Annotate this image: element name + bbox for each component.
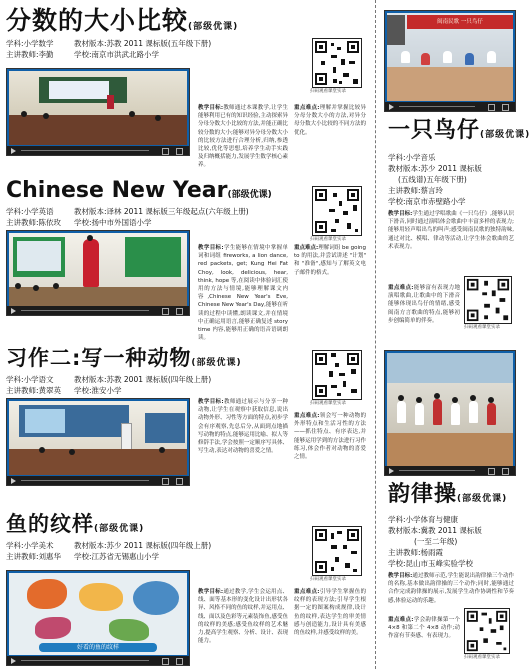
objectives-paragraph: 教学目标:学生能够在情境中掌握单词和词组 fireworks, a lion dance, red packets, get; Kung Hei Fat Choy, look, delicious, hear, think, hope 等,在阅读中体验词汇使用的方法与情境,能够理解课文内容,Chinese New Year's Eve, Chinese New Year's Day,能够在听读的过程中读懂,朗读课文,并在情境中正确运用语言,能够正确复述 story time 内容,能够用正确的语音语调朗读。 xyxy=(198,245,288,342)
student-head xyxy=(159,447,165,453)
subject-label: 学科:小学体育与健康 xyxy=(388,515,459,524)
classroom-video[interactable] xyxy=(384,10,516,112)
teacher-head xyxy=(434,393,440,399)
subject-label: 学科:小学数学 xyxy=(6,39,54,48)
article-title: 分数的大小比较(部级优课) xyxy=(6,6,239,35)
student-head xyxy=(416,397,422,403)
article-title: Chinese New Year(部级优课) xyxy=(6,178,272,203)
subject-label: 学科:小学音乐 xyxy=(388,153,436,162)
objectives-paragraph: 教学目标:教师通过本课教学,让学生能够利用已有的知识经验,主动探索异分母分数大小比较的方法,并能正确比较分数的大小;能够对异分母分数大小的比较方法进行合理分析,归纳,参透比较,优化等思想,培养学生动手实践及归纳概括能力,发展学生数学核心素养。 xyxy=(198,105,289,169)
school-label: 学校:南京市洪武北路小学 xyxy=(74,50,160,59)
side-screen xyxy=(145,413,185,443)
award-tag: (部级优课) xyxy=(457,494,508,504)
classroom-video[interactable] xyxy=(6,570,190,666)
teacher-label: 主讲教师:刘惠华 xyxy=(6,552,62,561)
student-head xyxy=(155,115,161,121)
qr-code[interactable] xyxy=(312,526,362,576)
key-points-paragraph: 重点难点:能够富有表现力地演唱歌曲,让歌曲中的下滑音能够体现出鸟仔的情绪,感受闽南方言歌曲的特点,能够初步创编简单的伴奏。 xyxy=(388,285,460,324)
qr-code[interactable] xyxy=(312,38,362,88)
textbook-label: 教材版本:冀教 2011 课标版 xyxy=(388,526,482,535)
student-figure xyxy=(433,399,442,425)
player-controls[interactable] xyxy=(385,466,515,475)
blackboard xyxy=(125,237,181,277)
student-head xyxy=(398,395,404,401)
progress-bar[interactable] xyxy=(21,150,149,151)
classroom-photo xyxy=(9,71,187,145)
key-points-paragraph: 重点难点:领会写一种动物的外形特点和生活习性的方法——抓住特点、有序表达,并能够运用学到的方法进行习作练习,体会作者对动物的喜爱之情。 xyxy=(294,413,366,461)
article-little-bird xyxy=(384,4,530,344)
fish-drawing xyxy=(27,579,67,609)
teacher-figure xyxy=(83,239,99,287)
player-controls[interactable] xyxy=(7,306,189,315)
textbook-label-continued: (五线谱)五年级下册) xyxy=(398,175,467,184)
teacher-label: 主讲教师:陈依玫 xyxy=(6,218,62,227)
play-icon[interactable] xyxy=(11,658,16,664)
fullscreen-icon[interactable] xyxy=(176,658,183,665)
student-head xyxy=(21,111,27,117)
classroom-photo xyxy=(9,401,187,475)
award-tag: (部级优课) xyxy=(480,130,530,140)
fullscreen-icon[interactable] xyxy=(176,478,183,485)
classroom-video[interactable] xyxy=(6,68,190,156)
student-head xyxy=(33,285,39,291)
player-controls[interactable] xyxy=(7,656,189,665)
play-icon[interactable] xyxy=(389,104,394,110)
student-head xyxy=(39,447,45,453)
fullscreen-icon[interactable] xyxy=(502,468,509,475)
player-controls[interactable] xyxy=(7,146,189,155)
classroom-photo xyxy=(9,233,187,305)
qr-code-icon xyxy=(313,351,361,399)
classroom-photo xyxy=(387,13,513,101)
teacher-label: 主讲教师:杨雨霞 xyxy=(388,548,444,557)
volume-icon[interactable] xyxy=(162,478,169,485)
volume-icon[interactable] xyxy=(162,658,169,665)
qr-caption: 扫码观看课堂实录 xyxy=(464,655,500,660)
student-figure xyxy=(487,51,496,63)
slide-photo xyxy=(9,573,187,655)
teacher-head xyxy=(87,235,93,241)
textbook-label: 教材版本:苏教 2011 课标版(五年级下册) xyxy=(74,39,212,48)
article-write-animal xyxy=(6,346,370,506)
qr-caption: 扫码观看课堂实录 xyxy=(310,237,346,242)
progress-bar[interactable] xyxy=(21,660,149,661)
qr-code-icon xyxy=(465,277,511,323)
classroom-video[interactable] xyxy=(6,398,190,486)
qr-code-icon xyxy=(465,609,509,653)
student-head xyxy=(452,397,458,403)
textbook-label: 教材版本:苏教 2001 课标版(四年级上册) xyxy=(74,375,212,384)
qr-caption: 扫码观看课堂实录 xyxy=(310,89,346,94)
classroom-video[interactable] xyxy=(384,350,516,476)
stage-banner: 闽南民歌 一只鸟仔 xyxy=(407,15,513,29)
qr-caption: 扫码观看课堂实录 xyxy=(464,325,500,330)
gym-photo xyxy=(387,353,513,465)
fish-drawing xyxy=(79,583,123,611)
qr-caption: 扫码观看课堂实录 xyxy=(310,401,346,406)
player-controls[interactable] xyxy=(7,476,189,485)
article-fish-pattern xyxy=(6,512,370,667)
projector-screen xyxy=(17,241,61,271)
fullscreen-icon[interactable] xyxy=(176,148,183,155)
article-title: 韵律操(部级优课) xyxy=(388,482,508,507)
teacher-label: 主讲教师:蔡言玲 xyxy=(388,186,444,195)
subject-label: 学科:小学美术 xyxy=(6,541,54,550)
teacher-label: 主讲教师:李勤 xyxy=(6,50,54,59)
play-icon[interactable] xyxy=(11,478,16,484)
article-title: 一只鸟仔(部级优课) xyxy=(388,118,530,143)
qr-code[interactable] xyxy=(464,608,510,654)
teacher-label: 主讲教师:黄翠英 xyxy=(6,386,62,395)
teacher-figure xyxy=(107,95,114,109)
award-tag: (部级优课) xyxy=(227,190,272,200)
progress-bar[interactable] xyxy=(21,480,149,481)
subject-label: 学科:小学语文 xyxy=(6,375,54,384)
article-fraction-comparison xyxy=(6,4,370,172)
classroom-video[interactable] xyxy=(6,230,190,316)
student-head xyxy=(488,397,494,403)
progress-bar[interactable] xyxy=(21,310,149,311)
award-tag: (部级优课) xyxy=(188,22,239,32)
volume-icon[interactable] xyxy=(162,148,169,155)
school-label: 学校:南京市赤壁路小学 xyxy=(388,197,466,206)
objectives-paragraph: 教学目标:教师通过展示与分享一种动物,让学生在观察中获取信息,说出动物外形、习性等方面的特点,初步学会有序观察,先总后分,从面到点地描写动物的特点,能够运用比喻、拟人等修辞手法,学会按照一定顺序写具体、写生动,表达对动物的喜爱之情。 xyxy=(198,399,288,455)
school-label: 学校:扬中市外国语小学 xyxy=(74,218,152,227)
gym-floor xyxy=(387,433,513,467)
textbook-label: 教材版本:苏少 2011 课标版(四年级上册) xyxy=(74,541,212,550)
textbook-label-continued: (一至二年级) xyxy=(414,537,458,546)
student-figure xyxy=(397,401,406,423)
student-head xyxy=(43,113,49,119)
gym-wall xyxy=(387,353,513,383)
progress-bar[interactable] xyxy=(399,470,475,471)
article-title: 习作二:写一种动物(部级优课) xyxy=(6,346,242,370)
key-points-paragraph: 重点难点:学会韵律操第一个 4×8 和第二个 4×8 动作;动作富有节奏感、有表现力。 xyxy=(388,617,460,640)
student-head xyxy=(53,283,59,289)
play-icon[interactable] xyxy=(389,468,394,474)
player-controls[interactable] xyxy=(385,102,515,111)
column-divider xyxy=(375,0,376,669)
student-head xyxy=(69,449,75,455)
qr-code[interactable] xyxy=(312,350,362,400)
objectives-paragraph: 教学目标:通过教学,学生会运用点、线、面等基本形的变化设计出形状各异、风格不同的鱼的纹样,并运用点、线、面以及色彩等元素装饰鱼,感受鱼的纹样的美感;感受鱼纹样的艺术魅力,提高学生观察、分析、设计、表现能力。 xyxy=(198,589,289,645)
student-head xyxy=(129,111,135,117)
slide-caption: 好看的鱼的纹样 xyxy=(39,643,157,652)
qr-code[interactable] xyxy=(464,276,512,324)
school-label: 学校:昆山市玉峰实验学校 xyxy=(388,559,474,568)
fish-drawing xyxy=(109,619,149,641)
student-figure xyxy=(421,53,430,65)
school-label: 学校:江苏省无锡惠山小学 xyxy=(74,552,160,561)
textbook-label: 教材版本:苏少 2011 课标版 xyxy=(388,164,482,173)
student-head xyxy=(470,395,476,401)
volume-icon[interactable] xyxy=(162,308,169,315)
student-figure xyxy=(443,51,452,63)
award-tag: (部级优课) xyxy=(94,524,145,534)
school-label: 学校:淮安小学 xyxy=(74,386,122,395)
textbook-label: 教材版本:译林 2011 课标版三年级起点(六年级上册) xyxy=(74,207,249,216)
volume-icon[interactable] xyxy=(488,468,495,475)
qr-code[interactable] xyxy=(312,186,362,236)
stage-floor xyxy=(387,67,513,101)
student-figure xyxy=(469,401,478,423)
key-points-paragraph: 重点难点:理解词组 be going to 的用法,并尝试讲述 "计划" 和 "准备",感知与了解英文电子邮件的格式。 xyxy=(294,245,367,276)
key-points-paragraph: 重点难点:引导学生掌握鱼的纹样的表现方法;引导学生根据一定的图案构成规律,设计鱼的纹样,表达学生的审美情感与创造能力,设计具有美感的鱼纹样,并感受纹样的美。 xyxy=(294,589,366,637)
student-head xyxy=(15,283,21,289)
qr-code-icon xyxy=(313,39,361,87)
student-figure xyxy=(401,51,410,63)
student-figure xyxy=(487,403,496,425)
subject-label: 学科:小学英语 xyxy=(6,207,54,216)
fullscreen-icon[interactable] xyxy=(502,104,509,111)
screen-image xyxy=(25,409,65,433)
progress-bar[interactable] xyxy=(399,106,475,107)
projector-screen xyxy=(49,81,109,99)
student-figure xyxy=(415,403,424,425)
qr-code-icon xyxy=(313,527,361,575)
student-figure xyxy=(465,53,474,65)
student-figure xyxy=(451,403,460,425)
fullscreen-icon[interactable] xyxy=(176,308,183,315)
key-points-paragraph: 重点难点:理解并掌握比较异分母分数大小的方法,对异分母分数大小比较的不同方法的优化。 xyxy=(294,105,366,136)
qr-code-icon xyxy=(313,187,361,235)
article-chinese-new-year xyxy=(6,178,370,342)
objectives-paragraph: 教学目标:通过教师示范,学生能说出韵律操三个动作的名称,基本做出韵律操的三个动作;同时,能够通过合作完成韵律操的展示,发展学生动作协调性和节奏感,体验运动的乐趣。 xyxy=(388,573,515,604)
objectives-paragraph: 教学目标:学生通过学唱歌曲《一只鸟仔》,能够认识下滑音,同时通过演唱体会歌曲中丰富多样的表现力;能够用轻声唱出鸟的叫声;感受闽南民歌的独特韵味,通过对比、模唱、律动等活动,让学生体会歌曲的艺术表现力。 xyxy=(388,211,515,250)
play-icon[interactable] xyxy=(11,308,16,314)
teacher-figure xyxy=(121,423,132,451)
article-title: 鱼的纹样(部级优课) xyxy=(6,512,145,536)
award-tag: (部级优课) xyxy=(191,358,242,368)
fish-drawing xyxy=(35,617,71,639)
speaker-figure xyxy=(387,15,405,45)
article-rhythm-gym xyxy=(384,350,516,666)
play-icon[interactable] xyxy=(11,148,16,154)
volume-icon[interactable] xyxy=(488,104,495,111)
fish-drawing xyxy=(133,581,179,615)
qr-caption: 扫码观看课堂实录 xyxy=(310,577,346,582)
